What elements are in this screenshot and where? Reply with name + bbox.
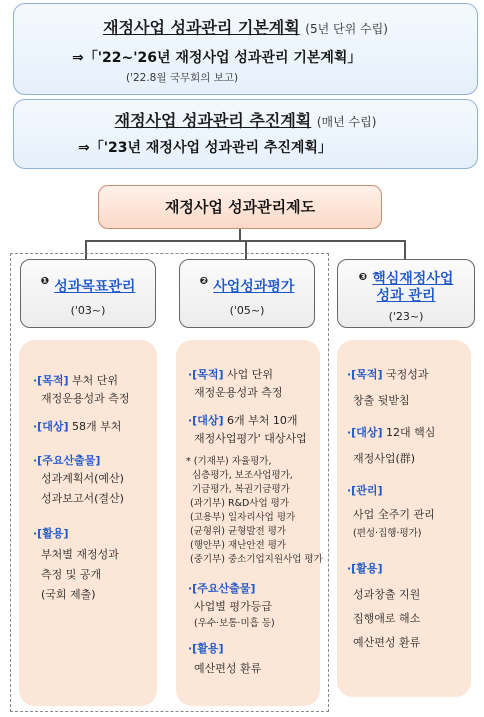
detail-text: 재정사업(群) [353,452,416,465]
category-2-detail-line [190,552,323,567]
category-2-detail-line [188,580,255,598]
category-2-detail-line [186,454,271,469]
category-2-detail [176,340,323,706]
promotion-plan-box [13,99,478,169]
category-2-detail-line [194,598,272,616]
category-1-detail [19,340,157,706]
detail-text: 재정사업평가' 대상사업 [194,432,307,445]
category-3-name-line1: 핵심재정사업 [372,271,454,287]
category-1-detail-line [41,566,101,584]
detail-text: 성과보고서(결산) [41,492,124,505]
category-1-detail-line [33,418,121,436]
basic-plan-title: 재정사업 성과관리 기본계획 [103,18,300,37]
category-3-name-line2: 성과 관리 [376,288,436,304]
category-1-detail-line [41,546,119,564]
promotion-plan-heading [14,108,477,131]
category-2-detail-line [194,430,307,448]
category-2-detail-line [188,640,224,658]
category-3-detail-line [353,610,420,628]
category-3-detail-line [347,482,383,500]
promotion-plan-arrow-text: ⇒「'23년 재정사업 성과관리 추진계획」 [78,140,332,156]
category-2-heading [180,276,314,296]
category-2-name: 사업성과평가 [213,279,295,295]
category-3-detail-line [353,634,420,652]
detail-heading: ·[대상] [188,414,224,427]
category-1-detail-line [33,452,100,470]
basic-plan-note: (5년 단위 수립) [305,22,388,36]
category-1-name: 성과목표관리 [54,279,136,295]
category-1-detail-line [41,586,96,604]
promotion-plan-title: 재정사업 성과관리 추진계획 [114,111,312,130]
center-title-box [98,185,382,229]
detail-text: (중기부) 중소기업지원사업 평가 [190,554,323,565]
detail-text: 집행애로 해소 [353,612,421,625]
detail-text: 부처 단위 [68,374,118,387]
basic-plan-arrow-text: ⇒「'22~'26년 재정사업 성과관리 기본계획」 [72,50,362,66]
category-2-detail-line [194,616,275,631]
category-2-period: ('05~) [229,304,265,317]
detail-text: (국회 제출) [41,588,96,601]
detail-heading: ·[목적] [33,374,69,387]
detail-text: (고용부) 일자리사업 평가 [190,512,296,523]
category-3-period: ('23~) [388,310,424,323]
category-1-box [20,259,156,328]
detail-text: 58개 부처 [68,420,122,433]
category-3-detail [337,340,471,697]
category-2-detail-line [190,496,289,511]
detail-heading: ·[주요산출물] [188,582,256,595]
category-2-detail-line [188,412,298,430]
detail-heading: ·[활용] [188,642,224,655]
detail-text: 기금평가, 복권기금평가 [192,484,290,495]
detail-text: 예산편성 환류 [353,636,421,649]
category-3-detail-line [353,392,410,410]
category-2-number: ❷ [199,276,209,287]
category-2-detail-line [188,366,273,384]
detail-text: 측정 및 공개 [41,568,102,581]
category-2-detail-line [190,524,286,539]
detail-heading: ·[관리] [347,484,383,497]
detail-text: 부처별 재정성과 [41,548,119,561]
category-3-detail-line [347,366,429,384]
detail-text: 성과계획서(예산) [41,472,124,485]
connector-right [404,240,406,260]
detail-text: 12대 핵심 [382,426,436,439]
category-2-detail-line [192,468,293,483]
category-1-detail-line [33,525,69,543]
detail-text: (과기부) R&D사업 평가 [190,498,290,509]
detail-text: 사업별 평가등급 [194,600,272,613]
detail-text: 국정성과 [382,368,429,381]
detail-text: 심층평가, 보조사업평가, [192,470,293,481]
category-2-box [179,259,315,328]
category-3-detail-line [347,424,435,442]
category-3-detail-line [353,450,415,468]
basic-plan-sub: ('22.8월 국무회의 보고) [126,72,239,84]
category-1-detail-line [33,372,118,390]
category-1-period: ('03~) [70,304,106,317]
category-2-detail-line [192,482,290,497]
category-2-detail-line [190,510,295,525]
category-1-number: ❶ [40,276,50,287]
category-2-detail-line [190,538,286,553]
category-3-box [337,259,475,328]
detail-text: (행안부) 재난안전 평가 [190,540,287,551]
detail-heading: ·[대상] [347,426,383,439]
detail-heading: ·[목적] [347,368,383,381]
detail-text: 성과창출 지원 [353,588,421,601]
detail-text: 사업 단위 [223,368,273,381]
detail-heading: ·[활용] [347,562,383,575]
detail-text: (균형위) 균형발전 평가 [190,526,287,537]
detail-text: 재정운용성과 측정 [41,392,130,405]
promotion-plan-note: (매년 수립) [316,115,377,129]
category-2-detail-line [194,384,283,402]
category-3-detail-line [347,560,383,578]
basic-plan-heading [14,15,477,38]
detail-text: 창출 뒷받침 [353,394,410,407]
category-1-detail-line [41,470,124,488]
detail-text: 6개 부처 10개 [223,414,298,427]
detail-heading: ·[목적] [188,368,224,381]
basic-plan-box [13,3,478,95]
center-title: 재정사업 성과관리제도 [164,198,316,216]
category-1-detail-line [41,390,130,408]
category-2-detail-line [194,660,261,678]
category-3-detail-line [353,586,420,604]
detail-heading: ·[활용] [33,527,69,540]
category-1-heading [21,276,155,296]
detail-text: 재정운용성과 측정 [194,386,283,399]
detail-heading: ·[대상] [33,420,69,433]
category-1-detail-line [41,490,124,508]
detail-text: 사업 全주기 관리 [353,508,435,521]
detail-text: (우수·보통·미흡 등) [194,618,275,629]
detail-text: (편성·집행·평가) [353,528,422,539]
detail-heading: ·[주요산출물] [33,454,101,467]
category-3-heading [338,270,474,304]
category-3-number: ❸ [358,272,368,283]
category-3-detail-line [353,506,435,524]
detail-text: * (기재부) 자율평가, [186,456,272,467]
category-3-detail-line [353,526,422,541]
detail-text: 예산편성 환류 [194,662,262,675]
